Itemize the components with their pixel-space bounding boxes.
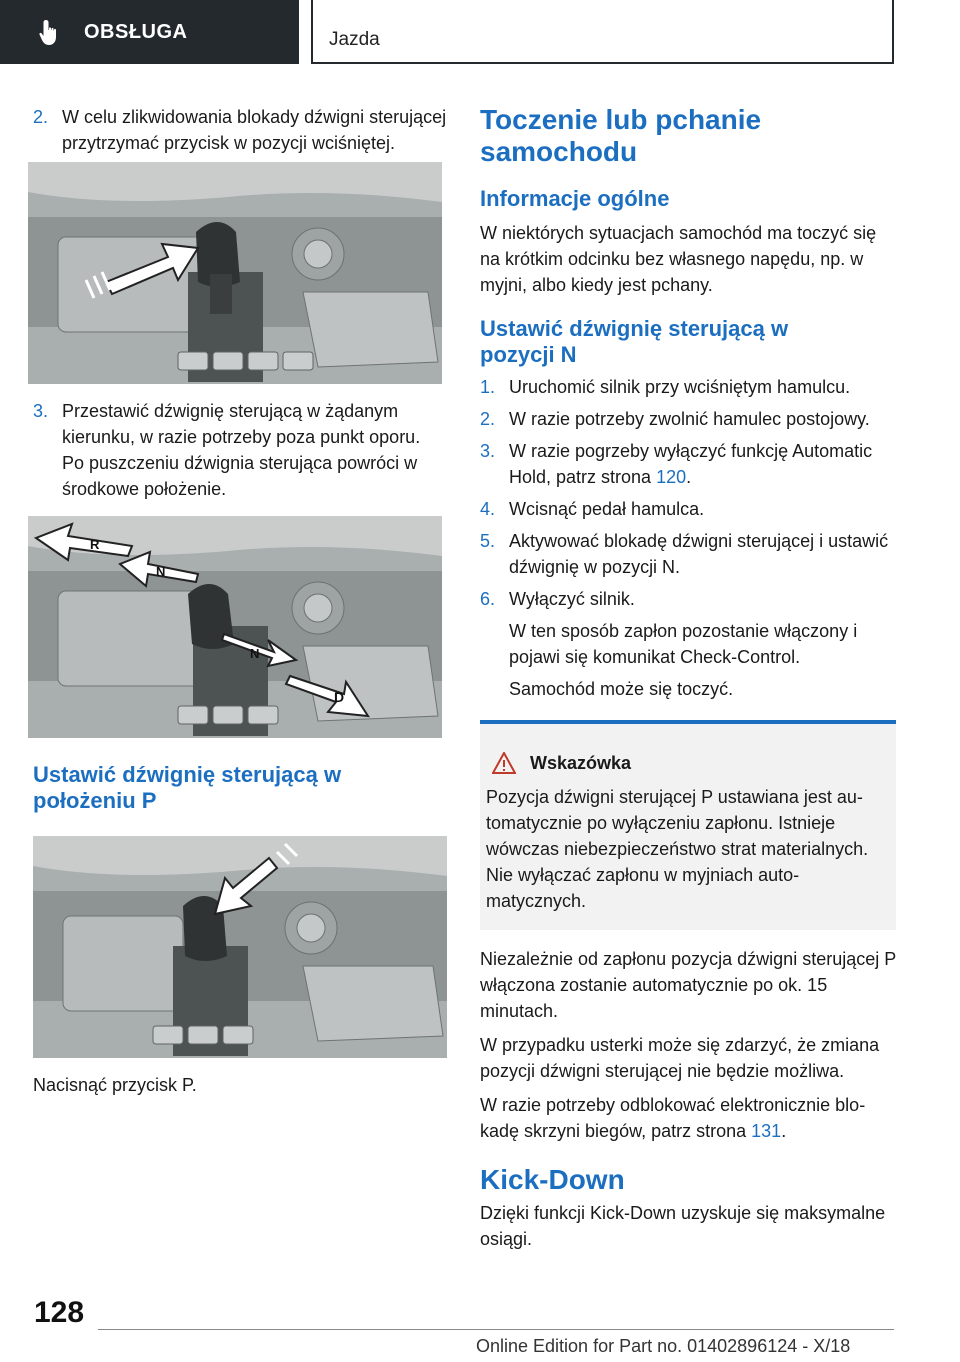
step-number: 2. — [33, 107, 49, 127]
step-text — [509, 438, 896, 490]
gear-label-n-lower: N — [250, 646, 260, 661]
footer-edition: Online Edition for Part no. 01402896124 - X/18 — [476, 1336, 851, 1356]
step-4 — [480, 496, 896, 522]
heading-kick-down: Kick-Down — [480, 1164, 625, 1195]
warning-triangle-icon — [492, 752, 516, 774]
gear-label-r: R — [90, 537, 100, 552]
step-number: 3. — [480, 441, 496, 461]
gear-selector-unlock-figure — [28, 162, 442, 384]
page-link-131[interactable]: 131 — [751, 1121, 782, 1141]
step-text: Aktywować blokadę dźwigni sterującej i ustawić dźwignię w pozycji N. — [509, 531, 889, 577]
kick-down-text: Dzięki funkcji Kick-Down uzyskuje się maksymalne osiągi. — [480, 1203, 886, 1249]
chapter-title: Jazda — [329, 29, 380, 50]
paragraph-auto-p: Niezależnie od zapłonu pozycja dźwigni sterującej P włączona zostanie automatycznie po ok. 15 minutach. — [480, 949, 896, 1021]
section-tab — [0, 0, 299, 64]
heading-n-position: Ustawić dźwignię sterującą w pozycji N — [480, 316, 789, 367]
step-text: Wyłączyć silnik. — [509, 589, 635, 609]
step-1 — [480, 374, 896, 400]
chapter-header — [311, 0, 894, 64]
step-5 — [480, 528, 896, 580]
gear-label-n-upper: N — [156, 564, 166, 579]
footer-divider — [98, 1329, 894, 1330]
gear-label-d: D — [334, 689, 345, 705]
heading-rolling: Toczenie lub pchanie samochodu — [480, 104, 762, 167]
unlock-text: W razie potrzeby odblokować elektronicznie blokadę skrzyni biegów, patrz strona — [480, 1095, 866, 1141]
general-text: W niektórych sytuacjach samochód ma toczyć się na krótkim odcinku bez własnego napędu, np. w myjni, albo kiedy jest pchany. — [480, 223, 877, 295]
page-link-120[interactable]: 120 — [656, 467, 687, 487]
step-6 — [480, 586, 896, 612]
step-number: 6. — [480, 589, 496, 609]
heading-general: Informacje ogólne — [480, 186, 670, 211]
paragraph-unlock — [480, 1092, 896, 1144]
step-text: Przestawić dźwignię sterującą w żądanym kierunku, w razie potrzeby poza punkt oporu. Po puszczeniu dźwignia sterująca powróci w środkowe położenie. — [62, 401, 421, 499]
heading-p-position: Ustawić dźwignię sterującą w położeniu P — [33, 762, 342, 813]
step-number: 5. — [480, 531, 496, 551]
gear-selector-direction-figure — [28, 516, 442, 738]
unlock-text-end: . — [781, 1121, 787, 1141]
step-text-end: . — [686, 467, 692, 487]
step-text: Wcisnąć pedał hamulca. — [509, 499, 705, 519]
step-6-note-2: Samochód może się toczyć. — [509, 679, 734, 699]
step-text: W razie potrzeby zwolnić hamulec postojowy. — [509, 409, 870, 429]
step-3 — [480, 438, 896, 490]
step-number: 2. — [480, 409, 496, 429]
paragraph-fault: W przypadku usterki może się zdarzyć, że zmiana pozycji dźwigni sterującej nie będzie możliwa. — [480, 1035, 880, 1081]
warning-title: Wskazówka — [530, 753, 632, 773]
step-3 — [33, 398, 447, 502]
section-label: OBSŁUGA — [84, 20, 188, 43]
warning-box — [480, 720, 896, 930]
step-2 — [480, 406, 896, 432]
press-p-instruction: Nacisnąć przycisk P. — [33, 1075, 197, 1095]
step-number: 3. — [33, 401, 49, 421]
right-column — [480, 104, 896, 1260]
step-number: 1. — [480, 377, 496, 397]
left-column — [33, 104, 447, 1106]
step-number: 4. — [480, 499, 496, 519]
step-text: Uruchomić silnik przy wciśniętym hamulcu. — [509, 377, 851, 397]
step-2 — [33, 104, 447, 156]
hand-pointer-icon — [36, 17, 66, 47]
warning-title-row — [492, 750, 884, 776]
warning-text: Pozycja dźwigni sterującej P ustawiana jest automatycznie po wyłączeniu zapłonu. Istnieje wówczas niebezpieczeństwo strat materialnych. Nie wyłączać zapłonu w myjniach automatycznych. — [486, 787, 869, 911]
page-number: 128 — [34, 1296, 85, 1329]
step-text: W celu zlikwidowania blokady dźwigni sterującej przytrzymać przycisk w pozycji wciśniętej. — [62, 107, 447, 153]
step-text-main: W razie pogrzeby wyłączyć funkcję Automatic Hold, patrz strona — [509, 441, 873, 487]
step-6-note-1: W ten sposób zapłon pozostanie włączony i pojawi się komunikat Check-Control. — [509, 621, 858, 667]
gear-selector-park-figure — [33, 836, 447, 1058]
